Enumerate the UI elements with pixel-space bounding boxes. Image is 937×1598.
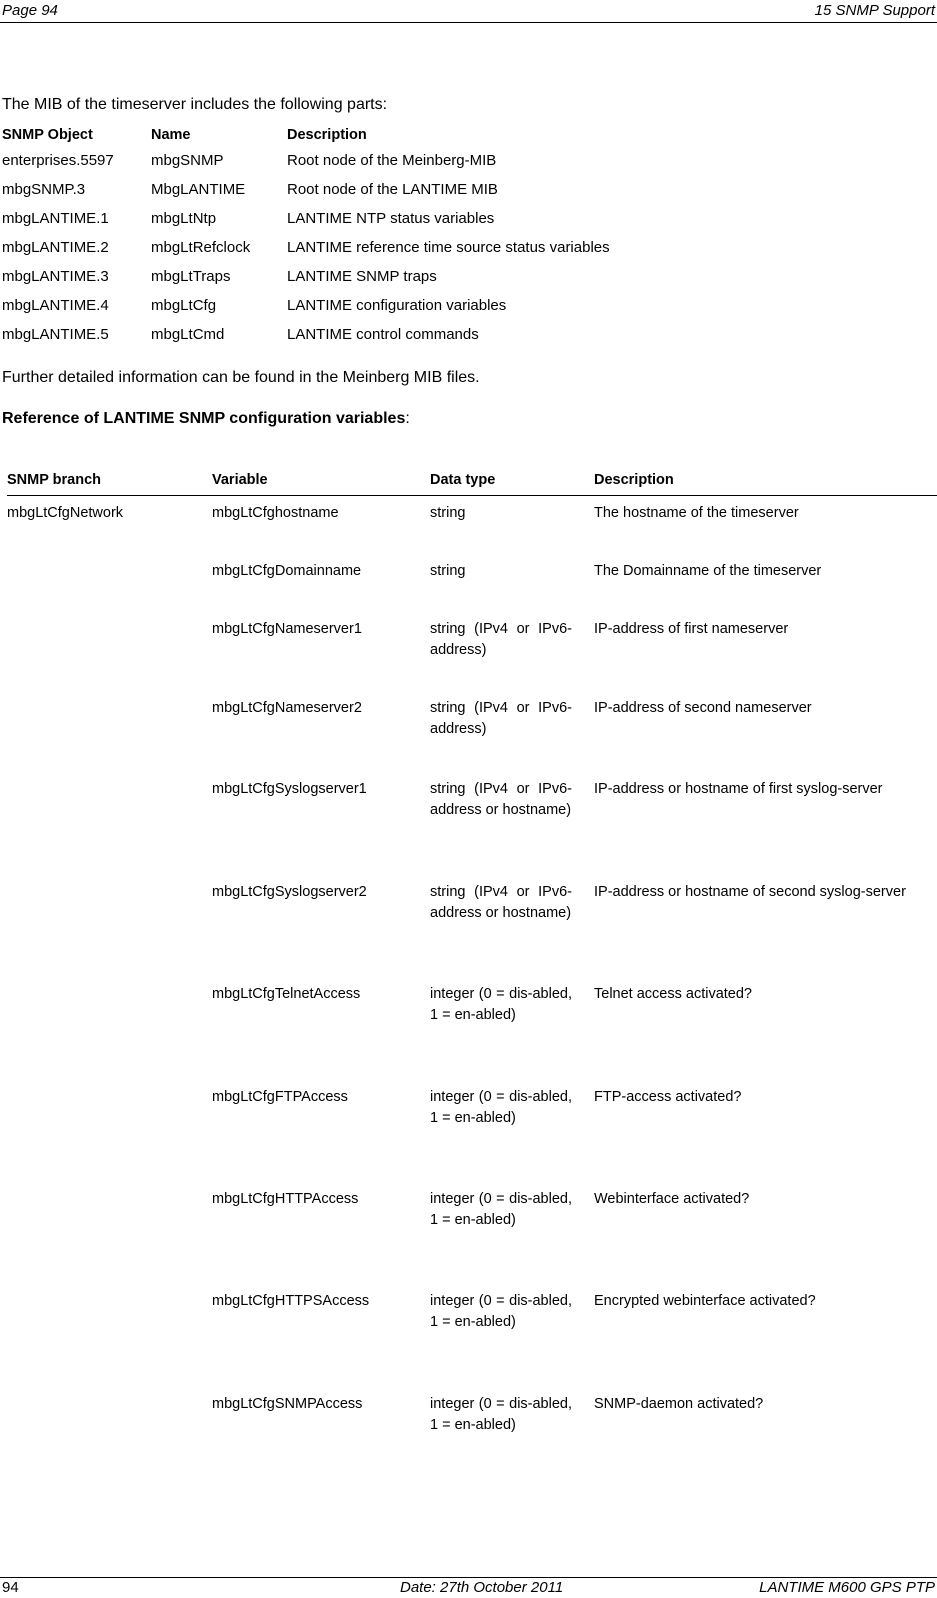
cfg-header-branch: SNMP branch <box>7 472 102 488</box>
mib-object: mbgLANTIME.3 <box>2 268 109 285</box>
mib-header-description: Description <box>287 127 367 143</box>
header-section-title: 15 SNMP Support <box>814 2 935 19</box>
page-footer <box>0 1577 937 1598</box>
cfg-table-header <box>7 472 937 496</box>
mib-description: LANTIME SNMP traps <box>287 268 437 285</box>
footer-date: Date: 27th October 2011 <box>400 1579 564 1596</box>
mib-name: mbgLtTraps <box>151 268 231 285</box>
mib-description: LANTIME control commands <box>287 326 479 343</box>
mib-table-header-row <box>2 124 610 146</box>
cfg-variable: mbgLtCfgSyslogserver1 <box>212 781 367 797</box>
cfg-description: Telnet access activated? <box>594 986 752 1002</box>
cfg-header-variable: Variable <box>212 472 268 488</box>
table-row <box>2 233 610 262</box>
cfg-datatype: string (IPv4 or IPv6-address or hostname) <box>430 884 572 921</box>
cfg-datatype: string (IPv4 or IPv6-address) <box>430 621 572 658</box>
cfg-variable: mbgLtCfghostname <box>212 505 339 521</box>
further-info-text: Further detailed information can be found in the Meinberg MIB files. <box>2 369 480 386</box>
cfg-datatype: integer (0 = dis-abled, 1 = en-abled) <box>430 1089 572 1126</box>
header-page-number: Page 94 <box>2 2 58 19</box>
cfg-datatype: integer (0 = dis-abled, 1 = en-abled) <box>430 1396 572 1433</box>
mib-description: LANTIME NTP status variables <box>287 210 495 227</box>
mib-object: mbgLANTIME.2 <box>2 239 109 256</box>
mib-table <box>2 124 610 349</box>
cfg-description: Webinterface activated? <box>594 1191 750 1207</box>
table-row <box>2 204 610 233</box>
mib-name: mbgLtCfg <box>151 297 217 314</box>
cfg-datatype: string (IPv4 or IPv6-address) <box>430 700 572 737</box>
cfg-description: The Domainname of the timeserver <box>594 563 822 579</box>
cfg-description: IP-address of second nameserver <box>594 700 812 716</box>
mib-description: LANTIME reference time source status variables <box>287 239 610 256</box>
cfg-header-datatype: Data type <box>430 472 496 488</box>
mib-header-object: SNMP Object <box>2 127 93 143</box>
cfg-description: IP-address or hostname of second syslog-server <box>594 884 906 900</box>
cfg-variable: mbgLtCfgNameserver1 <box>212 621 362 637</box>
footer-product: LANTIME M600 GPS PTP <box>759 1579 935 1596</box>
mib-object: mbgLANTIME.1 <box>2 210 109 227</box>
cfg-datatype: string <box>430 563 466 579</box>
table-row <box>2 291 610 320</box>
cfg-datatype: integer (0 = dis-abled, 1 = en-abled) <box>430 986 572 1023</box>
cfg-variable: mbgLtCfgNameserver2 <box>212 700 362 716</box>
cfg-variable: mbgLtCfgFTPAccess <box>212 1089 348 1105</box>
mib-object: mbgLANTIME.4 <box>2 297 109 314</box>
cfg-datatype: string <box>430 505 466 521</box>
table-row <box>2 320 610 349</box>
cfg-header-description: Description <box>594 472 674 488</box>
mib-name: mbgLtNtp <box>151 210 217 227</box>
mib-name: mbgSNMP <box>151 152 224 169</box>
reference-heading-text: Reference of LANTIME SNMP configuration variables <box>2 410 406 427</box>
mib-description: Root node of the LANTIME MIB <box>287 181 498 198</box>
page-header <box>0 0 937 23</box>
cfg-description: Encrypted webinterface activated? <box>594 1293 816 1309</box>
intro-text: The MIB of the timeserver includes the following parts: <box>2 96 388 113</box>
cfg-branch: mbgLtCfgNetwork <box>7 505 124 521</box>
mib-description: LANTIME configuration variables <box>287 297 507 314</box>
reference-heading-colon: : <box>405 410 410 427</box>
cfg-description: SNMP-daemon activated? <box>594 1396 764 1412</box>
cfg-description: IP-address of first nameserver <box>594 621 789 637</box>
cfg-variable: mbgLtCfgHTTPAccess <box>212 1191 359 1207</box>
mib-description: Root node of the Meinberg-MIB <box>287 152 497 169</box>
table-row <box>2 175 610 204</box>
cfg-variable: mbgLtCfgDomainname <box>212 563 362 579</box>
cfg-description: The hostname of the timeserver <box>594 505 799 521</box>
mib-name: mbgLtRefclock <box>151 239 251 256</box>
mib-name: mbgLtCmd <box>151 326 225 343</box>
mib-object: enterprises.5597 <box>2 152 114 169</box>
mib-name: MbgLANTIME <box>151 181 246 198</box>
cfg-description: FTP-access activated? <box>594 1089 742 1105</box>
reference-heading <box>2 409 410 429</box>
cfg-variable: mbgLtCfgSNMPAccess <box>212 1396 363 1412</box>
cfg-description: IP-address or hostname of first syslog-server <box>594 781 883 797</box>
mib-object: mbgLANTIME.5 <box>2 326 109 343</box>
mib-object: mbgSNMP.3 <box>2 181 86 198</box>
cfg-variable: mbgLtCfgHTTPSAccess <box>212 1293 370 1309</box>
footer-page-number: 94 <box>2 1579 19 1596</box>
cfg-variable: mbgLtCfgTelnetAccess <box>212 986 361 1002</box>
table-row <box>2 146 610 175</box>
cfg-variable: mbgLtCfgSyslogserver2 <box>212 884 367 900</box>
cfg-datatype: integer (0 = dis-abled, 1 = en-abled) <box>430 1191 572 1228</box>
cfg-datatype: string (IPv4 or IPv6-address or hostname) <box>430 781 572 818</box>
mib-header-name: Name <box>151 127 191 143</box>
cfg-datatype: integer (0 = dis-abled, 1 = en-abled) <box>430 1293 572 1330</box>
table-row <box>2 262 610 291</box>
